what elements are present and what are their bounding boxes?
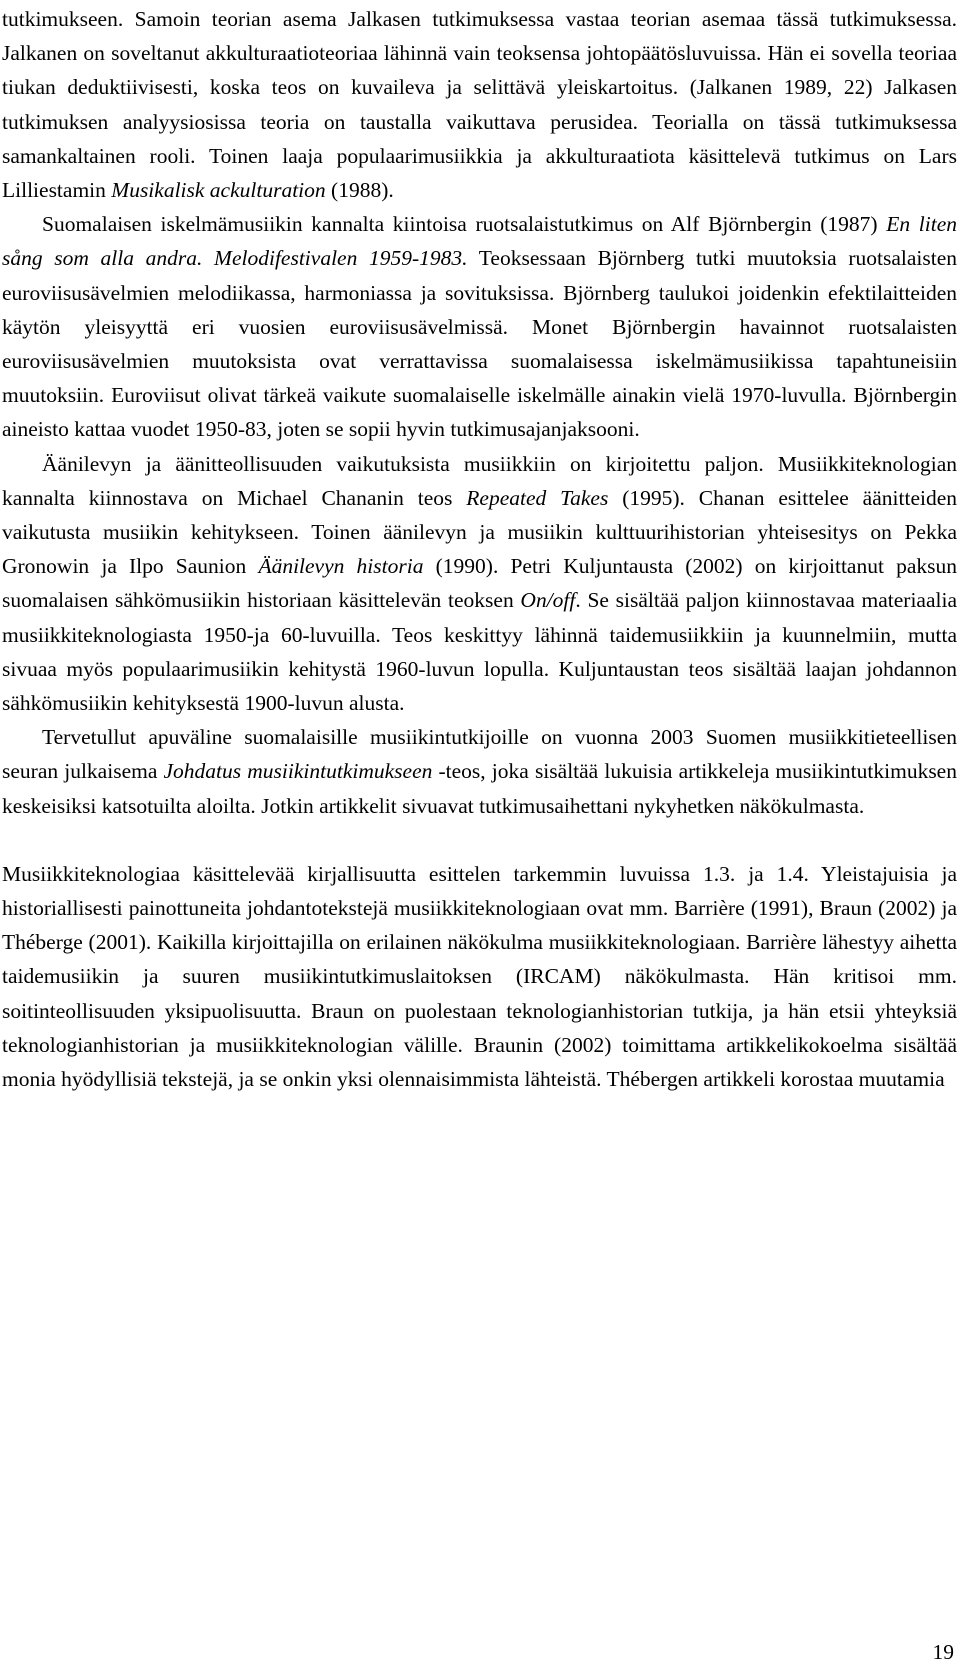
paragraph-text: -teos, joka sisältää lukuisia artikkeleja musiikintutkimuksen keskeisiksi katsotuilta aloilta. Jotkin artikkelit sivuavat tutkimusaihettani nykyhetken näkökulmasta.: [2, 759, 957, 818]
paragraph-text: Äänilevyn ja äänitteollisuuden vaikutuksista musiikkiin on kirjoitettu paljon. Musiikkiteknologian kannalta kiinnostava on Michael Chananin teos: [2, 451, 957, 510]
paragraph-text: (1990). Petri Kuljuntausta (2002) on kirjoittanut paksun suomalaisen sähkömusiikin historiaan käsittelevän teoksen: [2, 554, 957, 613]
italic-title: Musikalisk ackulturation: [111, 178, 326, 203]
document-page: [2, 2, 957, 1096]
paragraph-text: Teoksessaan Björnberg tutki muutoksia ruotsalaisten euroviisusävelmien melodiikassa, harmoniassa ja sovituksissa. Björnberg taulukoi joidenkin efektilaitteiden käytön yleisyyttä eri vuosien euroviisusävelmissä. Monet Björnbergin havainnot ruotsalaisten euroviisusävelmien muutoksista ovat verrattavissa suomalaisessa iskelmämusiikissa tapahtuneisiin muutoksiin. Euroviisut olivat tärkeä vaikute suomalaiselle iskelmälle ainakin vielä 1970-luvulla. Björnbergin aineisto kattaa vuodet 1950-83, joten se sopii hyvin tutkimusajanjaksooni.: [2, 246, 957, 442]
paragraph-text: tutkimukseen. Samoin teorian asema Jalkasen tutkimuksessa vastaa teorian asemaa tässä tutkimuksessa. Jalkanen on soveltanut akkulturaatioteoriaa lähinnä vain teoksensa johtopäätösluvuissa. Hän ei sovella teoriaa tiukan deduktiivisesti, koska teos on kuvaileva ja selittävä yleiskartoitus. (Jalkanen 1989, 22) Jalkasen tutkimuksen analyysiosissa teoria on taustalla vaikuttava perusidea. Teorialla on tässä tutkimuksessa samankaltainen rooli. Toinen laaja populaarimusiikkia ja akkulturaatiota käsittelevä tutkimus on Lars Lilliestamin: [2, 7, 957, 203]
paragraph-text: Suomalaisen iskelmämusiikin kannalta kiintoisa ruotsalaistutkimus on Alf Björnbergin (1987): [42, 212, 887, 237]
body-paragraph: [2, 2, 957, 207]
body-paragraph: [2, 720, 957, 823]
italic-title: En liten sång som alla andra. Melodifestivalen 1959-1983.: [2, 212, 957, 271]
italic-title: On/off: [520, 588, 576, 613]
paragraph-text: Tervetullut apuväline suomalaisille musiikintutkijoille on vuonna 2003 Suomen musiikkitieteellisen seuran julkaisema: [2, 725, 957, 784]
paragraph-text: (1995). Chanan esittelee äänitteiden vaikutusta musiikin kehitykseen. Toinen äänilevyn ja musiikin kulttuurihistorian yhteisesitys on Pekka Gronowin ja Ilpo Saunion: [2, 485, 958, 579]
body-paragraph: [2, 207, 957, 446]
body-paragraph: [2, 857, 957, 1096]
page-number: 19: [932, 1640, 954, 1664]
body-paragraph: [2, 447, 957, 721]
italic-title: Johdatus musiikintutkimukseen: [163, 759, 433, 784]
italic-title: Repeated Takes: [466, 485, 609, 510]
paragraph-text: . Se sisältää paljon kiinnostavaa materiaalia musiikkiteknologiasta 1950-ja 60-luvuilla. Teos keskittyy lähinnä taidemusiikkiin ja kuunnelmiin, mutta sivuaa myös populaarimusiikin kehitystä 1960-luvun lopulla. Kuljuntaustan teos sisältää laajan johdannon sähkömusiikin kehityksestä 1900-luvun alusta.: [2, 588, 957, 716]
italic-title: Äänilevyn historia: [258, 554, 424, 579]
paragraph-text: (1988).: [325, 178, 394, 203]
paragraph-text: Musiikkiteknologiaa käsittelevää kirjallisuutta esittelen tarkemmin luvuissa 1.3. ja 1.4. Yleistajuisia ja historiallisesti painottuneita johdantotekstejä musiikkiteknologiaan ovat mm. Barrière (1991), Braun (2002) ja Théberge (2001). Kaikilla kirjoittajilla on erilainen näkökulma musiikkiteknologiaan. Barrière lähestyy aihetta taidemusiikin ja suuren musiikintutkimuslaitoksen (IRCAM) näkökulmasta. Hän kritisoi mm. soitinteollisuuden yksipuolisuutta. Braun on puolestaan teknologianhistorian tutkija, ja hän etsii yhteyksiä teknologianhistorian ja musiikkiteknologian välille. Braunin (2002) toimittama artikkelikokoelma sisältää monia hyödyllisiä tekstejä, ja se onkin yksi olennaisimmista lähteistä. Thébergen artikkeli korostaa muutamia: [2, 861, 957, 1092]
